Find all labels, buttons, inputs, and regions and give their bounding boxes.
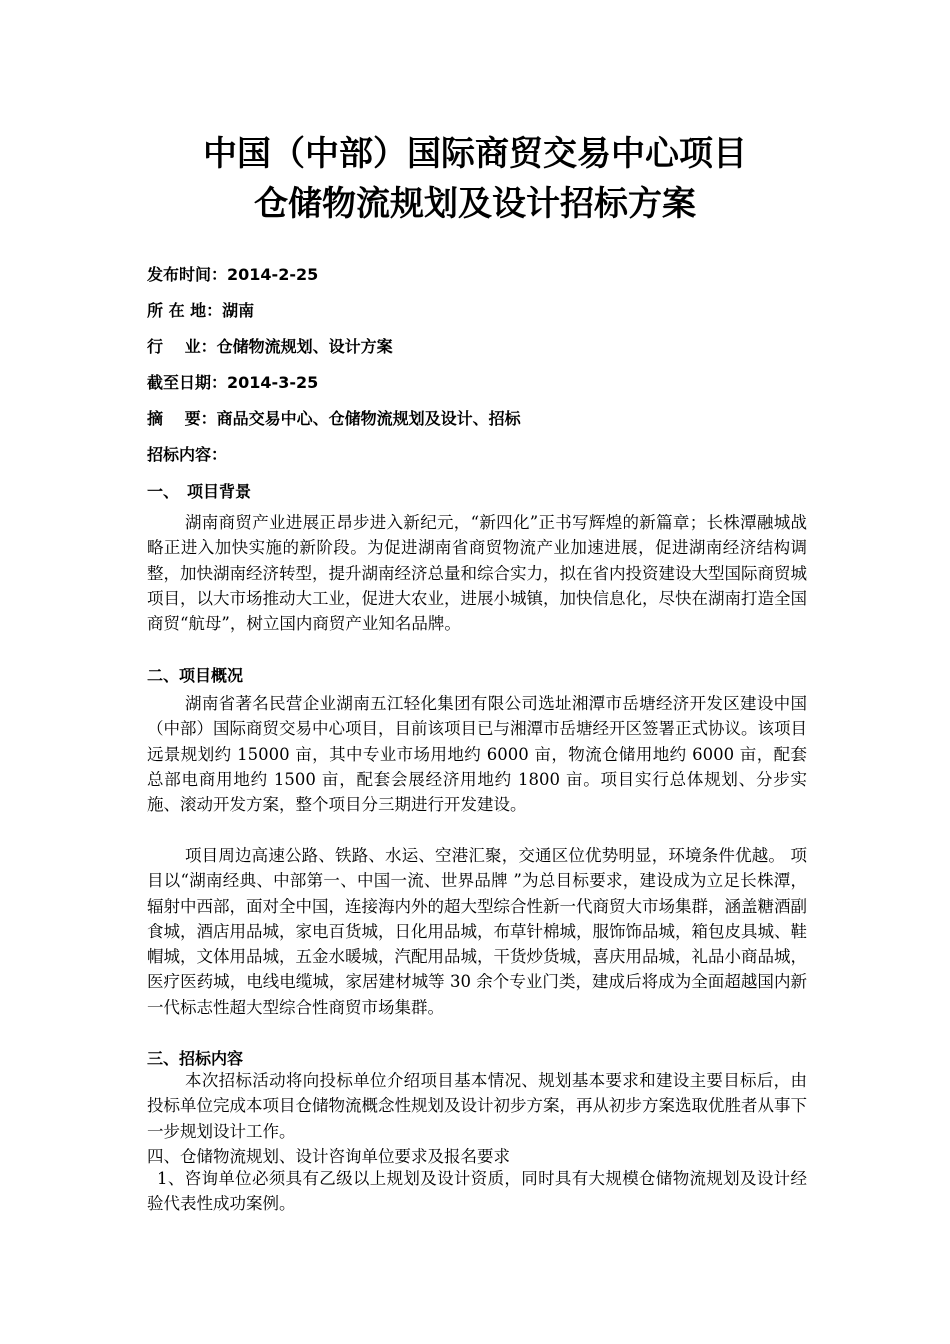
document-title-line2: 仓储物流规划及设计招标方案	[254, 184, 696, 224]
meta-abstract-value: 商品交易中心、仓储物流规划及设计、招标	[216, 409, 521, 428]
section-3-paragraph: 本次招标活动将向投标单位介绍项目基本情况、规划基本要求和建设主要目标后，由投标单位完成本项目仓储物流概念性规划及设计初步方案，再从初步方案选取优胜者从事下一步规划设计工作。	[147, 1071, 807, 1141]
meta-publish-value: 2014-2-25	[227, 265, 319, 284]
section-4-heading: 四、仓储物流规划、设计咨询单位要求及报名要求	[147, 1147, 510, 1166]
section-1-heading: 一、 项目背景	[147, 482, 252, 501]
section-2-heading: 二、项目概况	[147, 666, 244, 685]
meta-abstract-label: 摘 要：	[147, 409, 217, 428]
section-2-paragraph-2: 项目周边高速公路、铁路、水运、空港汇聚，交通区位优势明显，环境条件优越。 项目以“湖南经典、中部第一、中国一流、世界品牌 ”为总目标要求，建设成为立足长株潭，辐射中西部，面对全中国，连接海内外的超大型综合性新一代商贸大市场集群，涵盖糖酒副食城，酒店用品城，家电百货城，日化用品城，布草针棉城，服饰饰品城，箱包皮具城、鞋帽城，文体用品城，五金水暖城，汽配用品城，干货炒货城，喜庆用品城，礼品小商品城，医疗医药城，电线电缆城，家居建材城等 30 余个专业门类，建成后将成为全面超越国内新一代标志性超大型综合性商贸市场集群。	[147, 846, 807, 1017]
meta-industry	[147, 334, 393, 357]
section-1-paragraph: 湖南商贸产业进展正昂步进入新纪元，“新四化”正书写辉煌的新篇章；长株潭融城战略正进入加快实施的新阶段。为促进湖南省商贸物流产业加速进展，促进湖南经济结构调整，加快湖南经济转型，提升湖南经济总量和综合实力，拟在省内投资建设大型国际商贸城项目，以大市场推动大工业，促进大农业，进展小城镇，加快信息化，尽快在湖南打造全国商贸“航母”，树立国内商贸产业知名品牌。	[147, 513, 807, 634]
section-2-paragraph-1: 湖南省著名民营企业湖南五江轻化集团有限公司选址湘潭市岳塘经济开发区建设中国（中部）国际商贸交易中心项目，目前该项目已与湘潭市岳塘经开区签署正式协议。该项目远景规划约 15000 亩，其中专业市场用地约 6000 亩，物流仓储用地约 6000 亩，配套总部电商用地约 1500 亩，配套会展经济用地约 1800 亩。项目实行总体规划、分步实施、滚动开发方案，整个项目分三期进行开发建设。	[147, 694, 807, 815]
meta-deadline-label: 截至日期：	[147, 373, 228, 392]
meta-deadline	[147, 370, 318, 393]
meta-content-label: 招标内容：	[147, 445, 228, 464]
document-title-line1: 中国（中部）国际商贸交易中心项目	[203, 134, 747, 174]
meta-location-label: 所 在 地：	[147, 301, 223, 320]
meta-industry-value: 仓储物流规划、设计方案	[216, 337, 393, 356]
meta-publish-label: 发布时间：	[147, 265, 228, 284]
meta-industry-label: 行 业：	[147, 337, 217, 356]
meta-deadline-value: 2014-3-25	[227, 373, 319, 392]
meta-location	[147, 298, 254, 321]
section-4-item-1: 1、咨询单位必须具有乙级以上规划及设计资质，同时具有大规模仓储物流规划及设计经验代表性成功案例。	[147, 1169, 807, 1214]
meta-abstract	[147, 406, 521, 429]
meta-location-value: 湖南	[222, 301, 255, 320]
meta-publish-date	[147, 262, 318, 285]
section-3-heading: 三、招标内容	[147, 1049, 244, 1068]
